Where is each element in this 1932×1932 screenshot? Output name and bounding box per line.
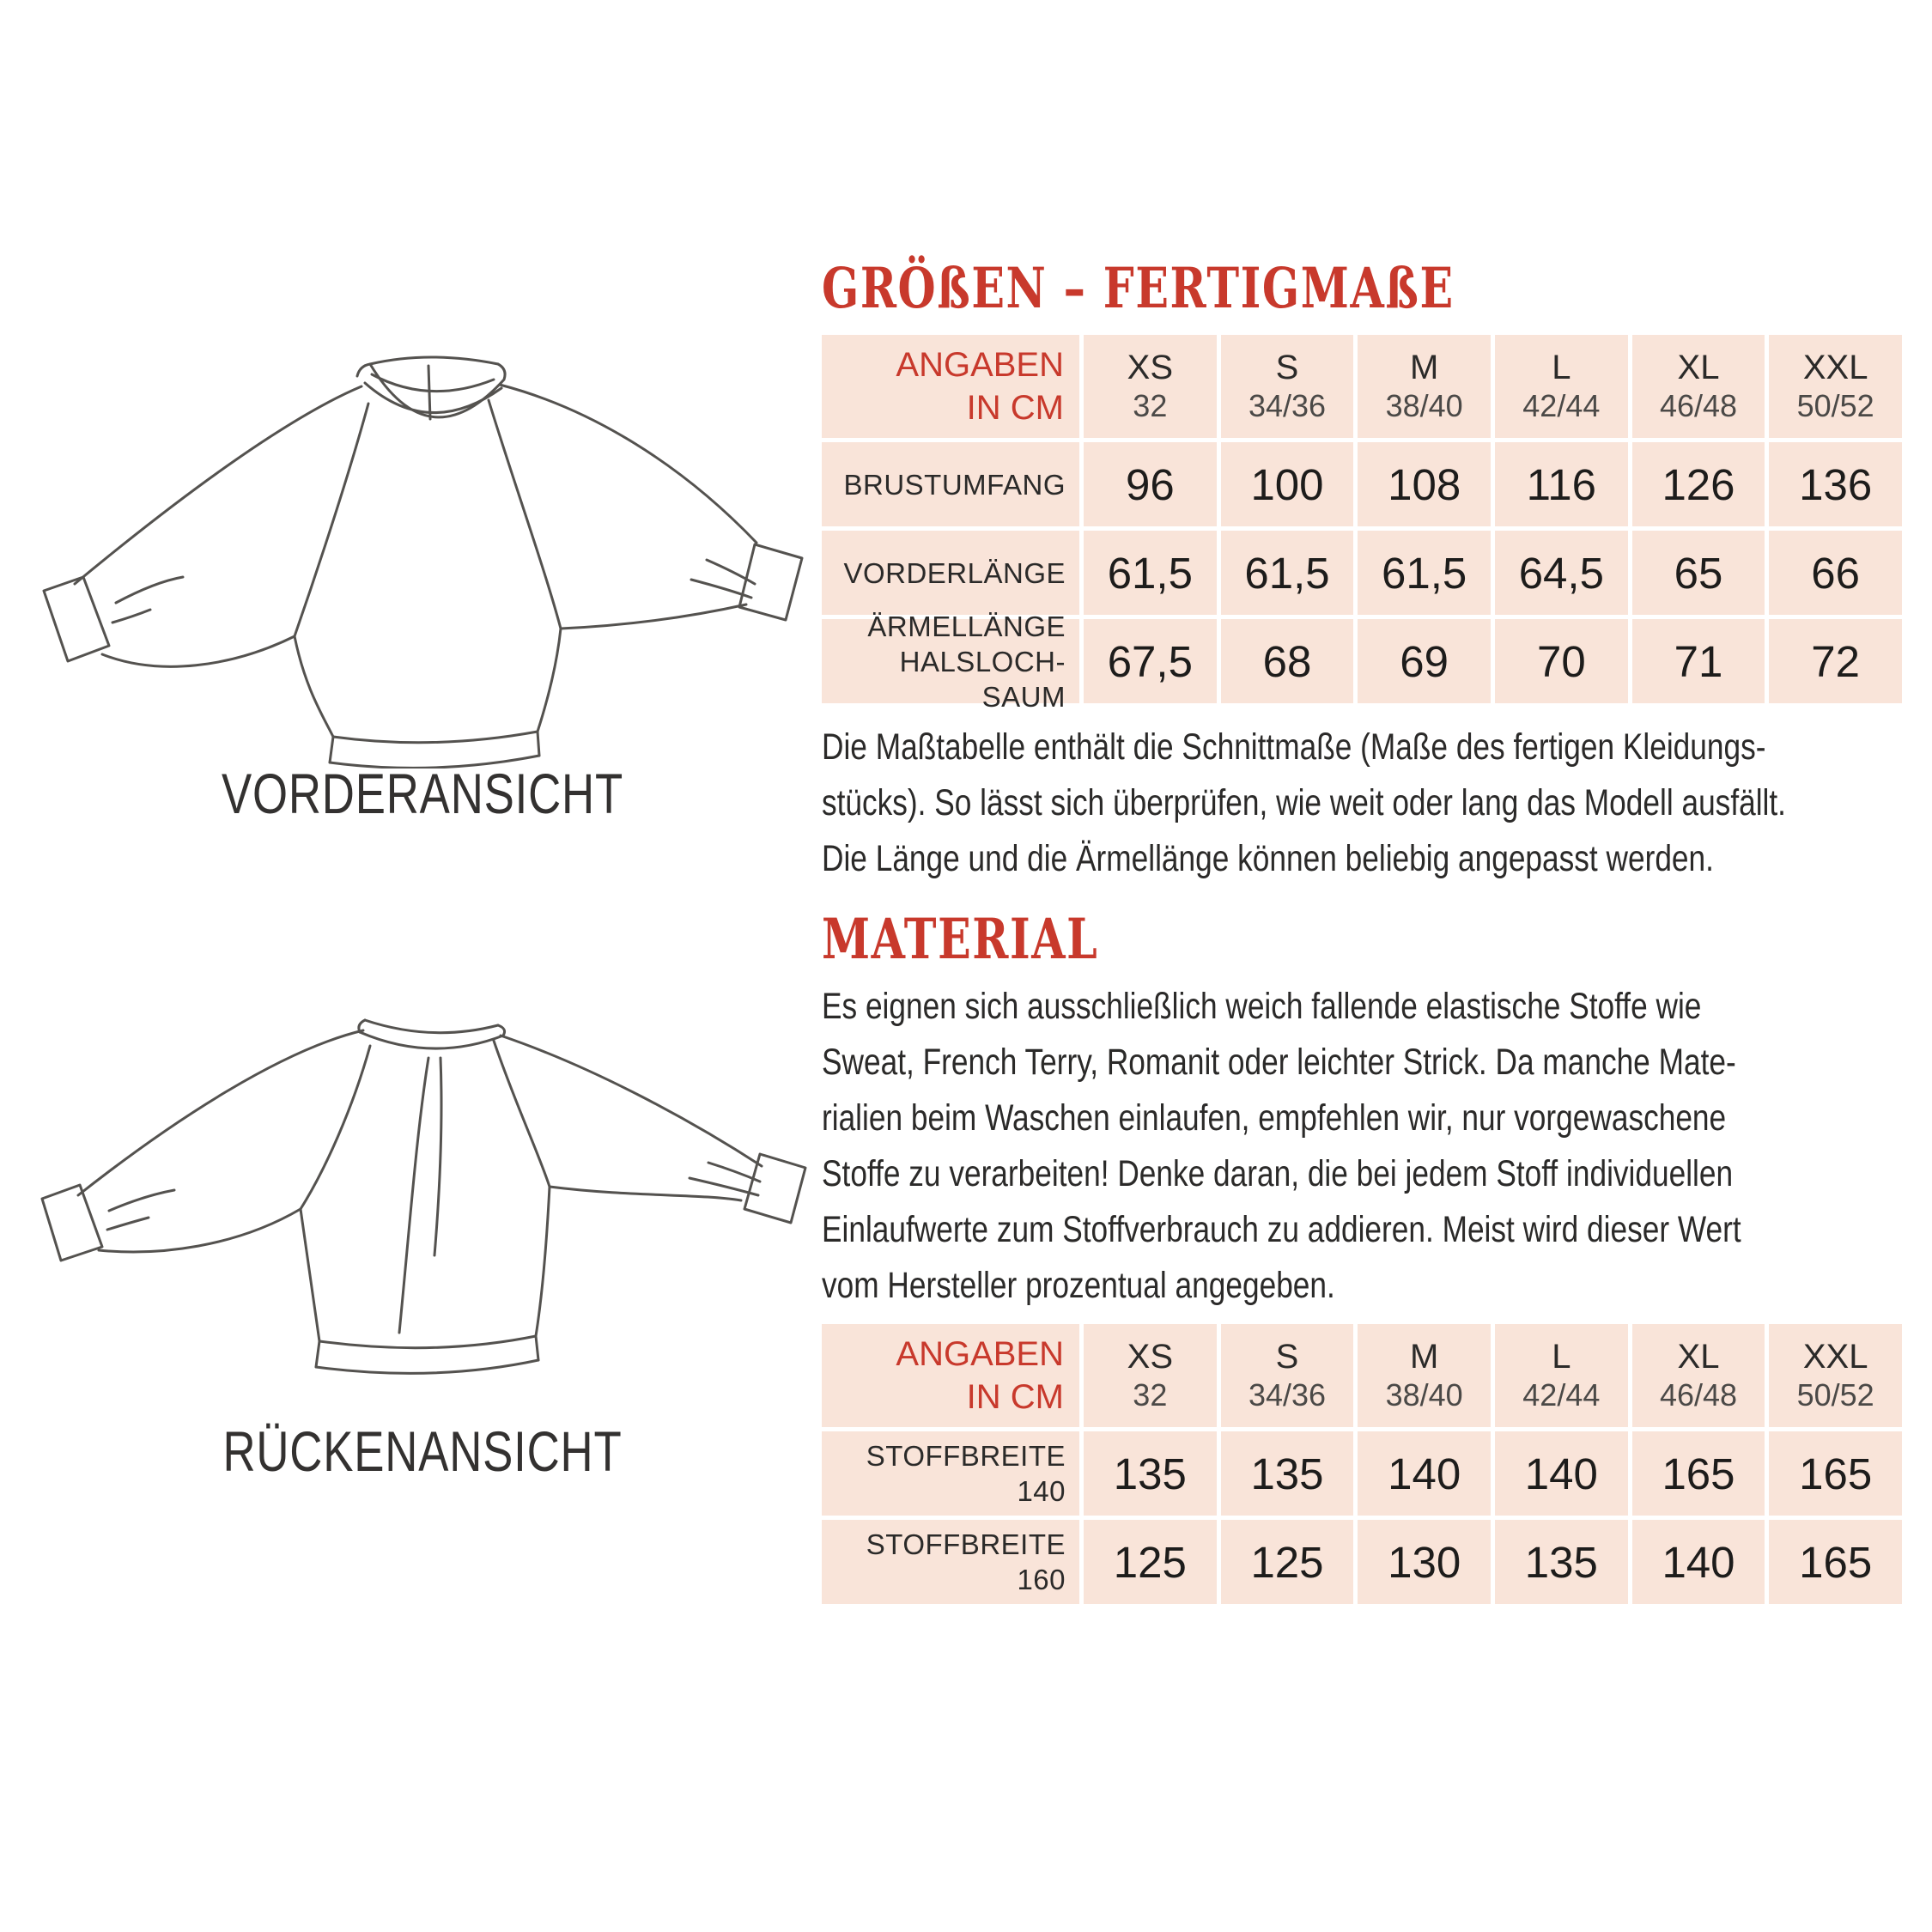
size-range: 32 xyxy=(1133,1377,1168,1413)
paragraph-line: stücks). So lässt sich überprüfen, wie weit oder lang das Modell ausfällt. xyxy=(822,782,1786,823)
front-view-sweater-sketch xyxy=(30,326,811,769)
table-header-line: ANGABEN xyxy=(896,346,1064,384)
table-value-cell: 64,5 xyxy=(1495,531,1628,615)
table-value-cell: 125 xyxy=(1221,1520,1354,1604)
back-view-caption: RÜCKENANSICHT xyxy=(222,1419,623,1483)
table-value-cell: 61,5 xyxy=(1358,531,1491,615)
table-value-cell: 69 xyxy=(1358,619,1491,703)
table-header-size xyxy=(1358,1324,1491,1427)
table-row-label xyxy=(822,531,1079,615)
table-header-angaben xyxy=(822,335,1079,438)
size-range: 34/36 xyxy=(1248,1377,1327,1413)
paragraph-line: Es eignen sich ausschließlich weich fallende elastische Stoffe wie xyxy=(822,986,1702,1027)
size-letter: XL xyxy=(1677,349,1720,386)
front-view-caption: VORDERANSICHT xyxy=(221,762,624,825)
table-header-line: IN CM xyxy=(966,1378,1064,1416)
table-value-cell: 67,5 xyxy=(1084,619,1217,703)
table-value-cell: 165 xyxy=(1632,1431,1765,1516)
table-header-size xyxy=(1495,335,1628,438)
size-letter: XXL xyxy=(1802,349,1868,386)
table-header-size xyxy=(1495,1324,1628,1427)
size-range: 34/36 xyxy=(1248,388,1327,423)
table-header-angaben xyxy=(822,1324,1079,1427)
front-left-sleeve xyxy=(44,386,361,666)
table-value-cell: 100 xyxy=(1221,442,1354,526)
table-value-cell: 165 xyxy=(1769,1520,1902,1604)
size-letter: M xyxy=(1410,349,1439,386)
table-value-cell: 126 xyxy=(1632,442,1765,526)
fabric-width-table xyxy=(822,1324,1902,1604)
table-header-size xyxy=(1769,1324,1902,1427)
row-label-line: VORDERLÄNGE xyxy=(843,556,1066,589)
table-value-cell: 70 xyxy=(1495,619,1628,703)
paragraph-line: Die Länge und die Ärmellänge können beliebig angepasst werden. xyxy=(822,838,1714,879)
table-value-cell: 65 xyxy=(1632,531,1765,615)
table-header-line: IN CM xyxy=(966,389,1064,427)
material-section-title: MATERIAL xyxy=(822,907,1099,972)
size-letter: S xyxy=(1275,1338,1299,1376)
table-value-cell: 66 xyxy=(1769,531,1902,615)
table-header-size xyxy=(1221,1324,1354,1427)
table-value-cell: 61,5 xyxy=(1084,531,1217,615)
back-body-and-hem xyxy=(301,1187,550,1373)
size-letter: XS xyxy=(1127,349,1173,386)
table-value-cell: 140 xyxy=(1632,1520,1765,1604)
table-value-cell: 130 xyxy=(1358,1520,1491,1604)
table-header-size xyxy=(1632,335,1765,438)
back-left-sleeve xyxy=(42,1030,363,1261)
sizes-paragraph xyxy=(822,720,1786,887)
table-value-cell: 61,5 xyxy=(1221,531,1354,615)
table-value-cell: 72 xyxy=(1769,619,1902,703)
table-value-cell: 135 xyxy=(1495,1520,1628,1604)
row-label-line: ÄRMELLÄNGE xyxy=(867,610,1066,642)
table-value-cell: 108 xyxy=(1358,442,1491,526)
table-value-cell: 165 xyxy=(1769,1431,1902,1516)
table-header-size xyxy=(1632,1324,1765,1427)
table-row-label xyxy=(822,442,1079,526)
material-paragraph xyxy=(822,979,1741,1314)
table-row-label xyxy=(822,1520,1079,1604)
size-range: 46/48 xyxy=(1659,388,1738,423)
sizes-table xyxy=(822,335,1902,713)
paragraph-line: vom Hersteller prozentual angegeben. xyxy=(822,1265,1335,1306)
size-letter: L xyxy=(1552,349,1571,386)
size-letter: XL xyxy=(1677,1338,1720,1376)
paragraph-line: Stoffe zu verarbeiten! Denke daran, die bei jedem Stoff individuellen xyxy=(822,1153,1734,1194)
size-letter: XXL xyxy=(1802,1338,1868,1376)
table-header-size xyxy=(1084,335,1217,438)
size-letter: M xyxy=(1410,1338,1439,1376)
back-view-sweater-sketch xyxy=(30,996,811,1425)
table-value-cell: 125 xyxy=(1084,1520,1217,1604)
table-value-cell: 135 xyxy=(1221,1431,1354,1516)
size-range: 38/40 xyxy=(1385,1377,1463,1413)
table-row-label xyxy=(822,1431,1079,1516)
table-value-cell: 136 xyxy=(1769,442,1902,526)
size-range: 42/44 xyxy=(1522,388,1601,423)
back-neckband xyxy=(359,1020,505,1048)
back-pleat xyxy=(399,1058,441,1333)
table-value-cell: 140 xyxy=(1358,1431,1491,1516)
row-label-line: BRUSTUMFANG xyxy=(843,468,1066,501)
sizes-section-title: GRÖßEN – FERTIGMAßE xyxy=(822,256,1455,321)
paragraph-line: Einlaufwerte zum Stoffverbrauch zu addieren. Meist wird dieser Wert xyxy=(822,1209,1741,1250)
size-letter: S xyxy=(1275,349,1299,386)
paragraph-line: Sweat, French Terry, Romanit oder leichter Strick. Da manche Mate- xyxy=(822,1042,1736,1083)
front-right-sleeve xyxy=(500,385,802,629)
table-value-cell: 71 xyxy=(1632,619,1765,703)
paragraph-line: Die Maßtabelle enthält die Schnittmaße (Maße des fertigen Kleidungs- xyxy=(822,726,1766,768)
size-range: 38/40 xyxy=(1385,388,1463,423)
size-range: 32 xyxy=(1133,388,1168,423)
row-label-line: STOFFBREITE 160 xyxy=(866,1528,1066,1595)
table-header-size xyxy=(1084,1324,1217,1427)
table-header-size xyxy=(1769,335,1902,438)
size-range: 50/52 xyxy=(1796,388,1874,423)
front-body-and-hem xyxy=(295,629,561,768)
front-raglan-seams xyxy=(295,400,561,636)
size-range: 46/48 xyxy=(1659,1377,1738,1413)
table-value-cell: 96 xyxy=(1084,442,1217,526)
row-label-line: HALSLOCH-SAUM xyxy=(899,645,1066,713)
table-header-size xyxy=(1358,335,1491,438)
size-range: 50/52 xyxy=(1796,1377,1874,1413)
table-value-cell: 68 xyxy=(1221,619,1354,703)
back-raglan-seams xyxy=(301,1041,550,1209)
front-neckband xyxy=(357,357,505,419)
table-header-size xyxy=(1221,335,1354,438)
size-letter: L xyxy=(1552,1338,1571,1376)
table-value-cell: 135 xyxy=(1084,1431,1217,1516)
size-range: 42/44 xyxy=(1522,1377,1601,1413)
table-row-label xyxy=(822,610,1079,713)
table-value-cell: 140 xyxy=(1495,1431,1628,1516)
paragraph-line: rialien beim Waschen einlaufen, empfehlen wir, nur vorgewaschene xyxy=(822,1097,1727,1139)
row-label-line: STOFFBREITE 140 xyxy=(866,1440,1066,1507)
size-letter: XS xyxy=(1127,1338,1173,1376)
back-right-sleeve xyxy=(501,1036,805,1223)
table-header-line: ANGABEN xyxy=(896,1335,1064,1373)
table-value-cell: 116 xyxy=(1495,442,1628,526)
